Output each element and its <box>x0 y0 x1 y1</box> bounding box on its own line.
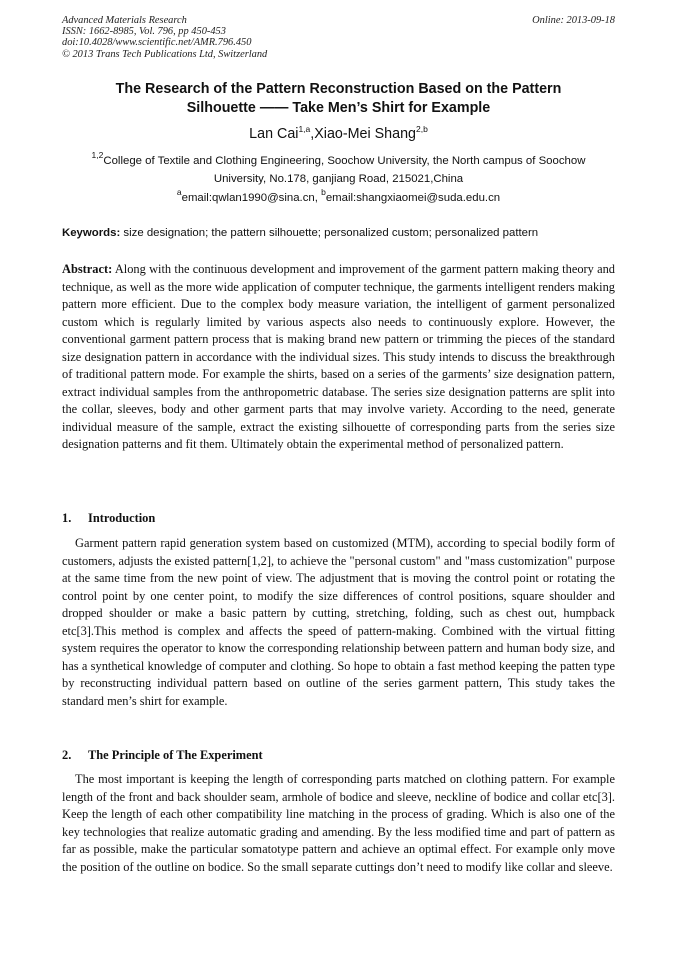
affiliation-line-1 <box>62 152 615 170</box>
issn-line: ISSN: 1662-8985, Vol. 796, pp 450-453 <box>62 26 226 38</box>
journal-name: Advanced Materials Research <box>62 15 187 26</box>
email-b: email:shangxiaomei@suda.edu.cn <box>325 191 501 204</box>
online-date: Online: 2013-09-18 <box>532 15 615 26</box>
section-1-number: 1. <box>62 511 72 525</box>
author-2-sup: 2,b <box>416 124 428 134</box>
title-line-1: The Research of the Pattern Reconstruction Based on the Pattern <box>115 81 562 97</box>
affiliation-sup: 1,2 <box>91 150 104 160</box>
affiliation-text-1: College of Textile and Clothing Engineering, Soochow University, the North campus of Soochow <box>103 155 586 167</box>
author-1-name: Lan Cai <box>249 126 299 142</box>
author-separator: , <box>310 126 315 142</box>
author-list <box>62 124 615 144</box>
author-2-name: Xiao-Mei Shang <box>314 126 416 142</box>
section-2-body: The most important is keeping the length of corresponding parts matched on clothing pattern. For example length of the front and back shoulder seam, armhole of bodice and sleeve, neckline of bodice and collar etc[3]. Keep the length of each other compatibility line matching in the process of grading. Which is also one of the key technologies that realize automatic grading and amending. By the less modified time and part of pattern as far as possible, make the particular somatotype pattern and achieve an optimal effect. For example only move the position of the outline on bodice. So the small separate cuttings don’t need to modify like collar and sleeve. <box>62 772 615 874</box>
keywords <box>62 225 615 241</box>
affiliation-line-2: University, No.178, ganjiang Road, 215021,China <box>213 173 464 186</box>
title-line-2: Silhouette —— Take Men’s Shirt for Example <box>186 100 491 116</box>
section-2-title: The Principle of The Experiment <box>88 748 263 762</box>
abstract <box>62 261 615 454</box>
affiliation-block <box>62 152 615 207</box>
section-1-body: Garment pattern rapid generation system based on customized (MTM), according to special bodily form of customers, adjusts the existed pattern[1,2], to achieve the "personal custom" and "mass customization" purpose at the same time from the new point of view. The adjustment that is moving the control point or rotating the control point by one center point, to modify the size differences of control positions, square shoulder and dropped shoulder or make a basic pattern by cutting, stretching, folding, such as chest out, humpback etc[3].This method is complex and affects the speed of pattern-making. Combined with the virtual fitting system requires the operator to know the corresponding relationship between pattern and human body size, and has a synthetical knowledge of computer and clothing. So hope to obtain a fast method keeping the patten type by reconstructing individual pattern based on outline of the series garment pattern, This study takes the standard men’s shirt for example. <box>62 536 615 708</box>
copyright-line: © 2013 Trans Tech Publications Ltd, Switzerland <box>62 48 268 60</box>
author-1-sup: 1,a <box>298 124 311 134</box>
keywords-text: size designation; the pattern silhouette; personalized custom; personalized pattern <box>120 227 539 239</box>
section-2-number: 2. <box>62 748 72 762</box>
doi-line: doi:10.4028/www.scientific.net/AMR.796.450 <box>62 37 252 49</box>
keywords-label: Keywords: <box>62 227 121 239</box>
abstract-text: Along with the continuous development and improvement of the garment pattern making theory and technique, as well as the more wide application of computer technique, the garments intelligent renders making pattern more efficient. Due to the complex body measure variation, the intelligent of garment personalized custom which is regularly limited by various aspects also needs to continuously explore. However, the conventional garment pattern process that is making brand new pattern or trimming the pieces of the standard size designation pattern in accordance with the individual sizes. This study intends to discuss the breakthrough of traditional pattern mode. For example the shirts, based on a series of the garments’ size designation pattern, extract individual samples from the anthropometric database. The series size designation patterns are split into the collar, sleeves, body and other garment parts that may involve variety. According to the need, generate individual measure of the sample, extract the existing silhouette of corresponding parts from the series size designation patterns and fit them. Ultimately obtain the experimental method of personalized pattern. <box>62 262 615 452</box>
email-a-sup: a <box>176 186 182 197</box>
section-1-title: Introduction <box>88 511 156 525</box>
email-a: email:qwlan1990@sina.cn, <box>181 191 322 204</box>
abstract-label: Abstract: <box>62 262 113 276</box>
email-b-sup: b <box>321 186 326 197</box>
section-1-heading <box>62 510 615 527</box>
journal-header <box>62 15 267 60</box>
section-2-heading <box>62 747 615 764</box>
email-line <box>62 186 615 207</box>
paper-title <box>62 80 615 118</box>
